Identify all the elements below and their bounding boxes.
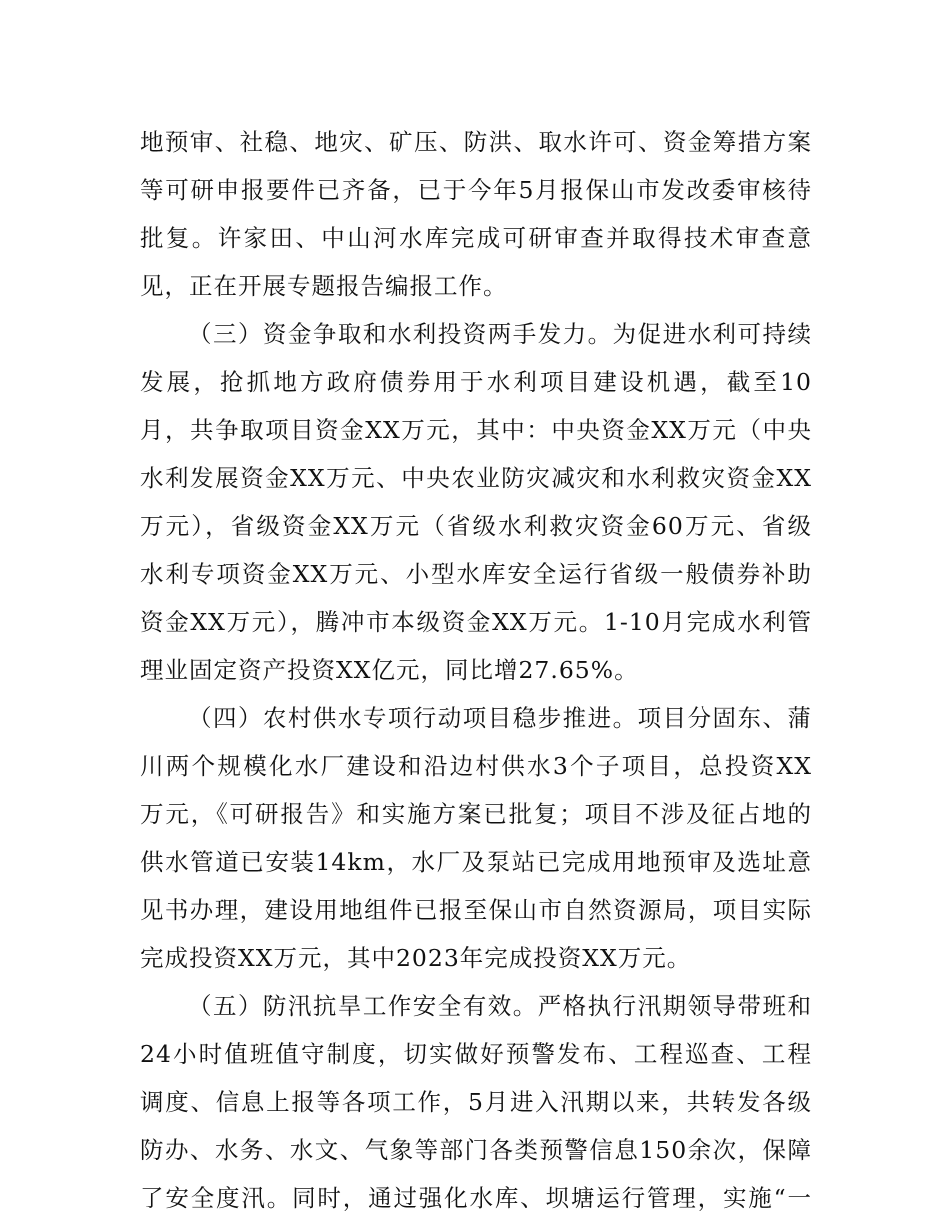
paragraph-line: 见书办理，建设用地组件已报至保山市自然资源局，项目实际 (140, 896, 812, 924)
paragraph-line: 24小时值班值守制度，切实做好预警发布、工程巡查、工程 (140, 1040, 812, 1068)
paragraph-line: 供水管道已安装14km，水厂及泵站已完成用地预审及选址意 (140, 848, 812, 876)
paragraph-line: 批复。许家田、中山河水库完成可研审查并取得技术审查意 (140, 224, 812, 252)
paragraph-line: 发展，抢抓地方政府债券用于水利项目建设机遇，截至10 (140, 368, 812, 396)
paragraph-line: 资金XX万元），腾冲市本级资金XX万元。1-10月完成水利管 (140, 608, 812, 636)
paragraph-line: （四）农村供水专项行动项目稳步推进。项目分固东、蒲 (188, 704, 812, 732)
paragraph-line: 了安全度汛。同时，通过强化水库、坝塘运行管理，实施“一 (140, 1184, 812, 1212)
paragraph-line: （三）资金争取和水利投资两手发力。为促进水利可持续 (188, 320, 812, 348)
paragraph-line: 万元，《可研报告》和实施方案已批复；项目不涉及征占地的 (140, 800, 812, 828)
paragraph-line: 等可研申报要件已齐备，已于今年5月报保山市发改委审核待 (140, 176, 812, 204)
paragraph-line: 理业固定资产投资XX亿元，同比增27.65%。 (140, 656, 639, 684)
paragraph-line: 地预审、社稳、地灾、矿压、防洪、取水许可、资金筹措方案 (140, 128, 812, 156)
paragraph-line: 水利发展资金XX万元、中央农业防灾减灾和水利救灾资金XX (140, 464, 812, 492)
paragraph-line: 月，共争取项目资金XX万元，其中：中央资金XX万元（中央 (140, 416, 812, 444)
paragraph-line: 川两个规模化水厂建设和沿边村供水3个子项目，总投资XX (140, 752, 812, 780)
paragraph-line: 完成投资XX万元，其中2023年完成投资XX万元。 (140, 944, 692, 972)
paragraph-line: 万元），省级资金XX万元（省级水利救灾资金60万元、省级 (140, 512, 812, 540)
paragraph-line: 调度、信息上报等各项工作，5月进入汛期以来，共转发各级 (140, 1088, 812, 1116)
paragraph-line: 防办、水务、水文、气象等部门各类预警信息150余次，保障 (140, 1136, 812, 1164)
paragraph-line: 水利专项资金XX万元、小型水库安全运行省级一般债券补助 (140, 560, 812, 588)
document-page (140, 118, 812, 1222)
paragraph-line: （五）防汛抗旱工作安全有效。严格执行汛期领导带班和 (188, 992, 812, 1020)
paragraph-line: 见，正在开展专题报告编报工作。 (140, 272, 508, 300)
